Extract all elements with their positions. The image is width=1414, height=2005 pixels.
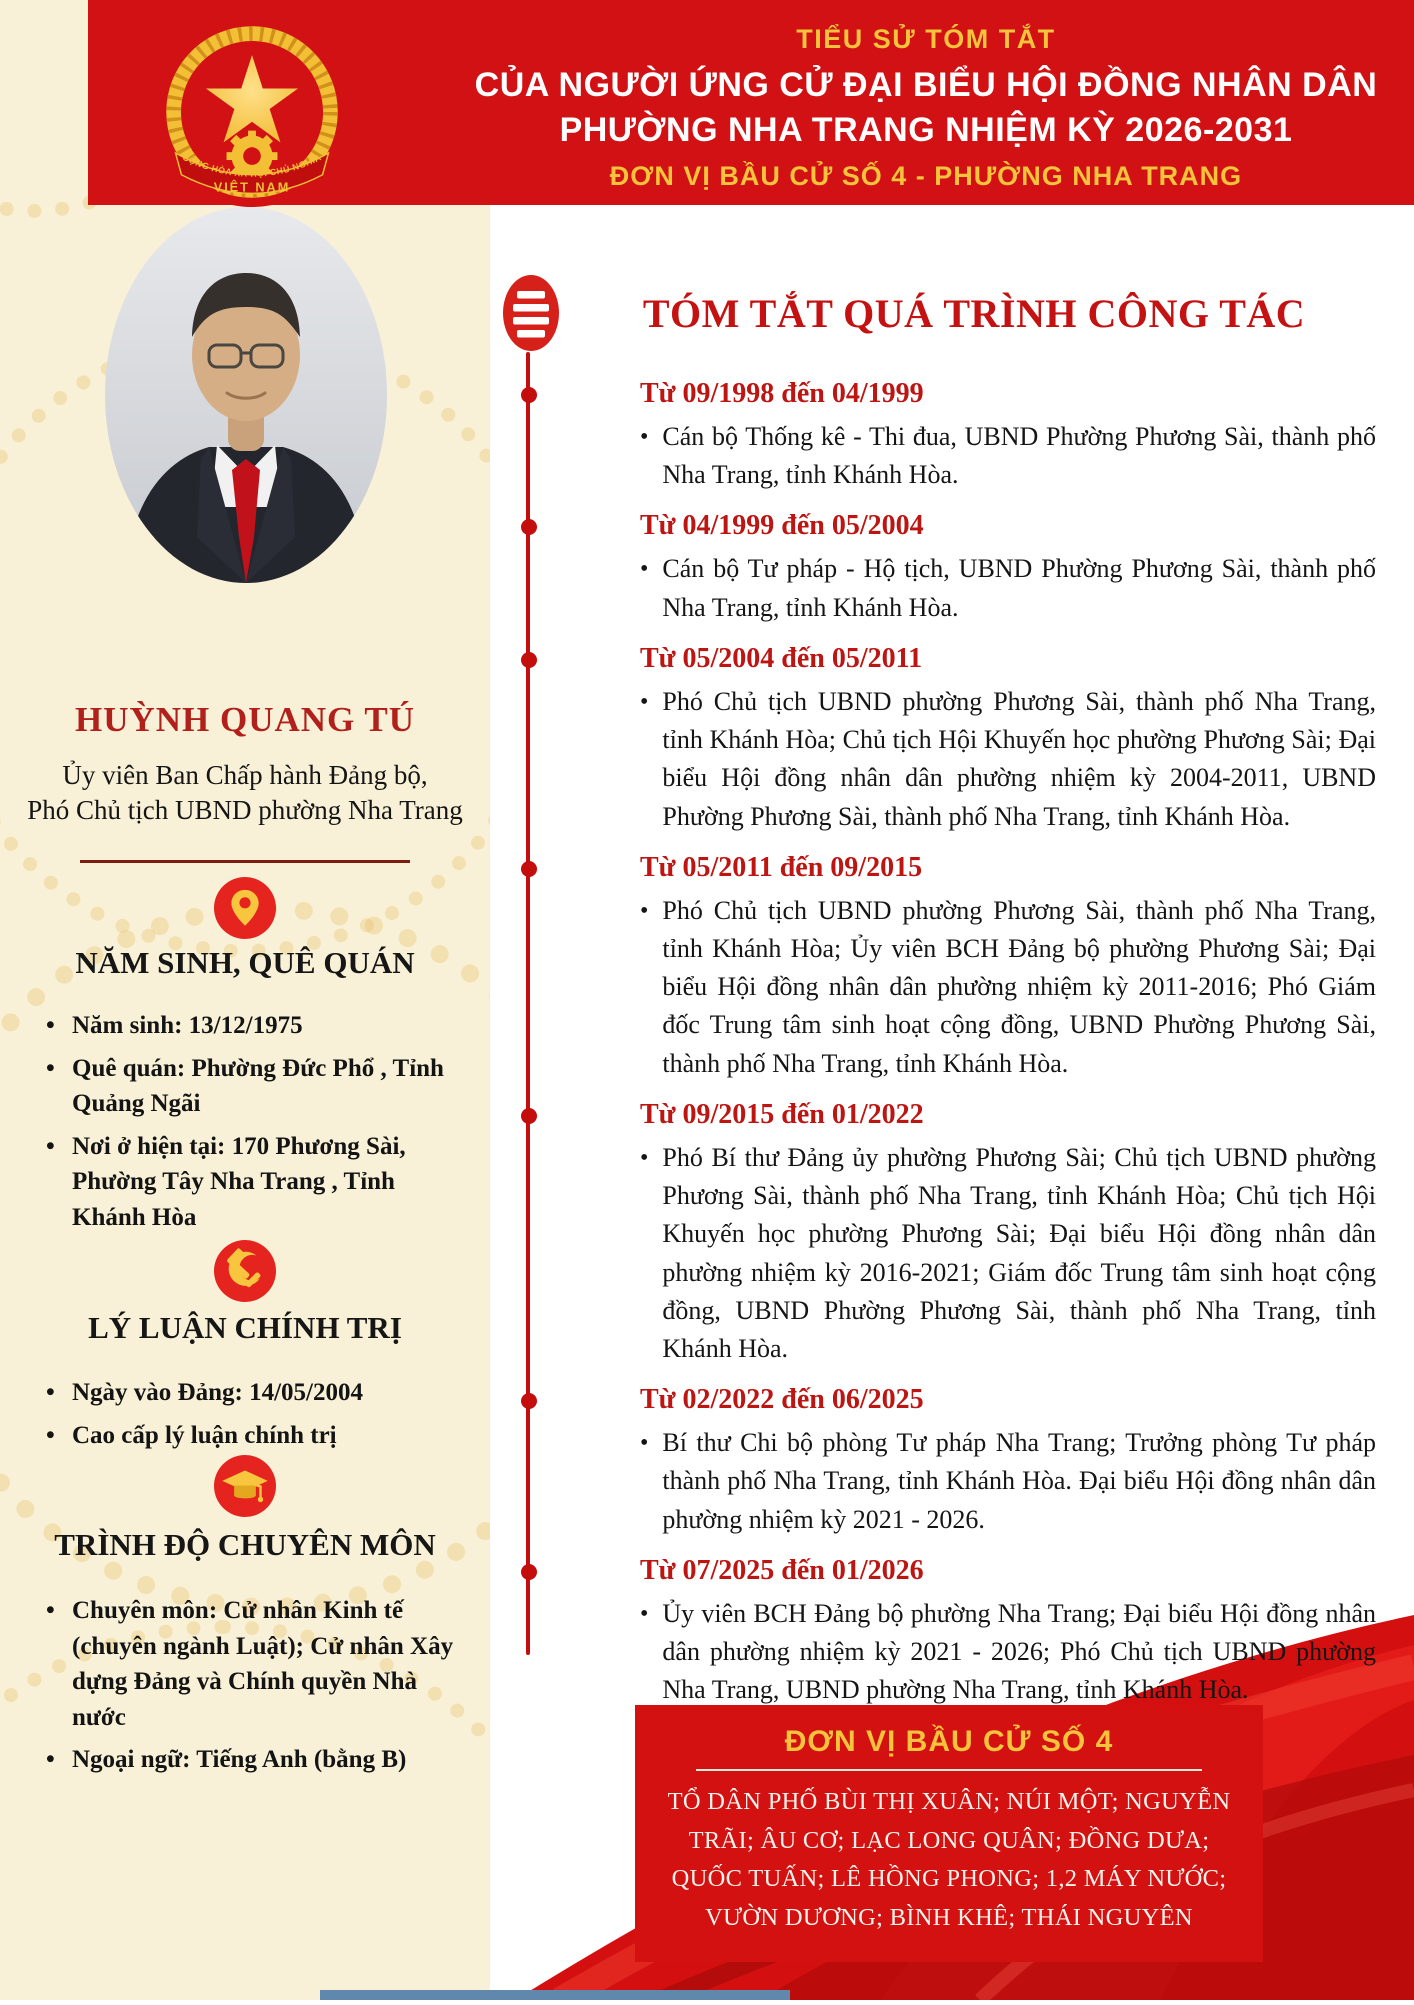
- career-entry: [490, 1555, 1388, 1710]
- header-text-block: [448, 0, 1404, 205]
- career-entry: [490, 643, 1388, 836]
- career-period: Từ 09/2015 đến 01/2022: [640, 1098, 924, 1130]
- bullet-dot: •: [640, 424, 649, 450]
- bullet-dot: •: [640, 1430, 649, 1457]
- divider: [696, 1769, 1203, 1771]
- election-unit-title: ĐƠN VỊ BẦU CỬ SỐ 4: [784, 1725, 1114, 1758]
- election-unit-areas: TỔ DÂN PHỐ BÙI THỊ XUÂN; NÚI MỘT; NGUYỄN TRÃI; ÂU CƠ; LẠC LONG QUÂN; ĐỒNG DƯA; QUỐC TUẤN; LÊ HỒNG PHONG; 1,2 MÁY NƯỚC; VƯỜN DƯƠNG; BÌNH KHÊ; THÁI NGUYÊN: [667, 1788, 1231, 1932]
- header-title-line2: PHƯỜNG NHA TRANG NHIỆM KỲ 2026-2031: [559, 111, 1293, 150]
- career-detail-row: [640, 683, 1376, 836]
- career-detail: Cán bộ Thống kê - Thi đua, UBND Phường Phương Sài, thành phố Nha Trang, tỉnh Khánh Hòa.: [662, 422, 1376, 490]
- hammer-sickle-icon: [214, 1240, 276, 1302]
- career-period: Từ 04/1999 đến 05/2004: [640, 510, 924, 542]
- career-entry: [490, 1384, 1388, 1539]
- career-period: Từ 07/2025 đến 01/2026: [640, 1554, 924, 1586]
- career-detail: Ủy viên BCH Đảng bộ phường Nha Trang; Đại biểu Hội đồng nhân dân phường nhiệm kỳ 2021 - 2026; Phó Chủ tịch UBND phường Nha Trang, UBND phường Nha Trang, tỉnh Khánh Hòa.: [662, 1598, 1376, 1705]
- career-period: Từ 05/2011 đến 09/2015: [640, 851, 923, 883]
- bottom-strip: [320, 1990, 790, 2000]
- role-line-1: Ủy viên Ban Chấp hành Đảng bộ,: [62, 760, 428, 790]
- career-detail-row: [640, 1595, 1376, 1710]
- list-item: • Ngoại ngữ: Tiếng Anh (bằng B): [38, 1742, 456, 1778]
- career-title: TÓM TẮT QUÁ TRÌNH CÔNG TÁC: [642, 290, 1306, 336]
- poster-header: [88, 0, 1414, 205]
- bullet-dot: •: [640, 897, 649, 924]
- career-period: Từ 09/1998 đến 04/1999: [640, 378, 924, 409]
- career-detail: Bí thư Chi bộ phòng Tư pháp Nha Trang; Trưởng phòng Tư pháp thành phố Nha Trang, tỉnh Khánh Hòa. Đại biểu Hội đồng nhân dân phường nhiệm kỳ 2021 - 2026.: [662, 1428, 1376, 1534]
- candidate-name: HUỲNH QUANG TÚ: [74, 700, 416, 739]
- header-pretitle: TIỂU SỬ TÓM TẮT: [796, 24, 1056, 54]
- career-period: Từ 02/2022 đến 06/2025: [640, 1384, 924, 1416]
- bullet-dot: •: [640, 688, 649, 715]
- career-entry: [490, 852, 1388, 1083]
- section-title-politics: LÝ LUẬN CHÍNH TRỊ: [88, 1310, 402, 1345]
- bullet-dot: •: [640, 1600, 649, 1627]
- career-detail: Cán bộ Tư pháp - Hộ tịch, UBND Phường Phương Sài, thành phố Nha Trang, tỉnh Khánh Hòa.: [662, 554, 1376, 622]
- career-detail: Phó Chủ tịch UBND phường Phương Sài, thành phố Nha Trang, tỉnh Khánh Hòa; Chủ tịch Hội Khuyến học phường Phương Sài; Đại biểu Hội đồng nhân dân phường nhiệm kỳ 2004-2011, UBND Phường Phương Sài, thành phố Nha Trang, tỉnh Khánh Hòa.: [662, 686, 1376, 831]
- career-title-row: [502, 274, 1388, 352]
- emblem-motto-top: CỘNG HÒA XÃ HỘI CHỦ NGHĨA: [181, 152, 323, 179]
- section-title-education: TRÌNH ĐỘ CHUYÊN MÔN: [54, 1527, 436, 1562]
- emblem-motto-bottom: VIỆT NAM: [213, 179, 291, 195]
- role-line-2: Phó Chủ tịch UBND phường Nha Trang: [27, 795, 463, 826]
- list-item: • Năm sinh: 13/12/1975: [38, 1008, 456, 1044]
- list-badge-icon: [502, 274, 560, 352]
- bullet-dot: •: [640, 556, 649, 583]
- graduation-cap-icon: [214, 1455, 276, 1517]
- divider: [80, 860, 410, 863]
- career-detail-row: [640, 892, 1376, 1083]
- vietnam-national-emblem: [154, 14, 350, 210]
- candidate-portrait: [105, 207, 387, 583]
- career-detail-row: [640, 1139, 1376, 1368]
- career-detail: Phó Chủ tịch UBND phường Phương Sài, thành phố Nha Trang, tỉnh Khánh Hòa; Ủy viên BCH Đảng bộ phường Phương Sài; Đại biểu Hội đồng nhân dân phường nhiệm kỳ 2011-2016; Phó Giám đốc Trung tâm sinh hoạt cộng đồng, UBND Phường Phương Sài, thành phố Nha Trang, tỉnh Khánh Hòa.: [662, 895, 1376, 1078]
- header-unit-line: ĐƠN VỊ BẦU CỬ SỐ 4 - PHƯỜNG NHA TRANG: [609, 161, 1243, 192]
- location-pin-icon: [214, 877, 276, 939]
- career-entry: [490, 510, 1388, 626]
- career-entry: [490, 378, 1388, 494]
- birth-info-list: [38, 1008, 456, 1242]
- career-detail-row: [640, 418, 1376, 494]
- list-item: • Chuyên môn: Cử nhân Kinh tế (chuyên ngành Luật); Cử nhân Xây dựng Đảng và Chính quyền Nhà nước: [38, 1593, 456, 1735]
- career-detail-row: [640, 550, 1376, 626]
- list-item: • Ngày vào Đảng: 14/05/2004: [38, 1375, 456, 1411]
- career-entries: [490, 378, 1388, 1709]
- list-item: • Cao cấp lý luận chính trị: [38, 1418, 456, 1454]
- career-entry: [490, 1099, 1388, 1368]
- politics-info-list: [38, 1375, 456, 1460]
- list-item: • Quê quán: Phường Đức Phổ , Tỉnh Quảng Ngãi: [38, 1051, 456, 1122]
- career-detail: Phó Bí thư Đảng ủy phường Phương Sài; Chủ tịch UBND phường Phương Sài, thành phố Nha Trang, tỉnh Khánh Hòa; Chủ tịch Hội Khuyến học phường Phương Sài; Đại biểu Hội đồng nhân dân phường nhiệm kỳ 2016-2021; Giám đốc Trung tâm sinh hoạt cộng đồng, UBND Phường Phương Sài, thành phố Nha Trang, tỉnh Khánh Hòa.: [662, 1142, 1376, 1363]
- career-period: Từ 05/2004 đến 05/2011: [640, 642, 923, 674]
- list-item: • Nơi ở hiện tại: 170 Phương Sài, Phường Tây Nha Trang , Tỉnh Khánh Hòa: [38, 1129, 456, 1236]
- election-unit-box: [635, 1705, 1263, 1962]
- career-detail-row: [640, 1424, 1376, 1539]
- section-title-birth: NĂM SINH, QUÊ QUÁN: [75, 945, 415, 980]
- candidate-roles: [0, 758, 490, 828]
- header-title-line1: CỦA NGƯỜI ỨNG CỬ ĐẠI BIỂU HỘI ĐỒNG NHÂN DÂN: [474, 66, 1378, 104]
- bullet-dot: •: [640, 1144, 649, 1171]
